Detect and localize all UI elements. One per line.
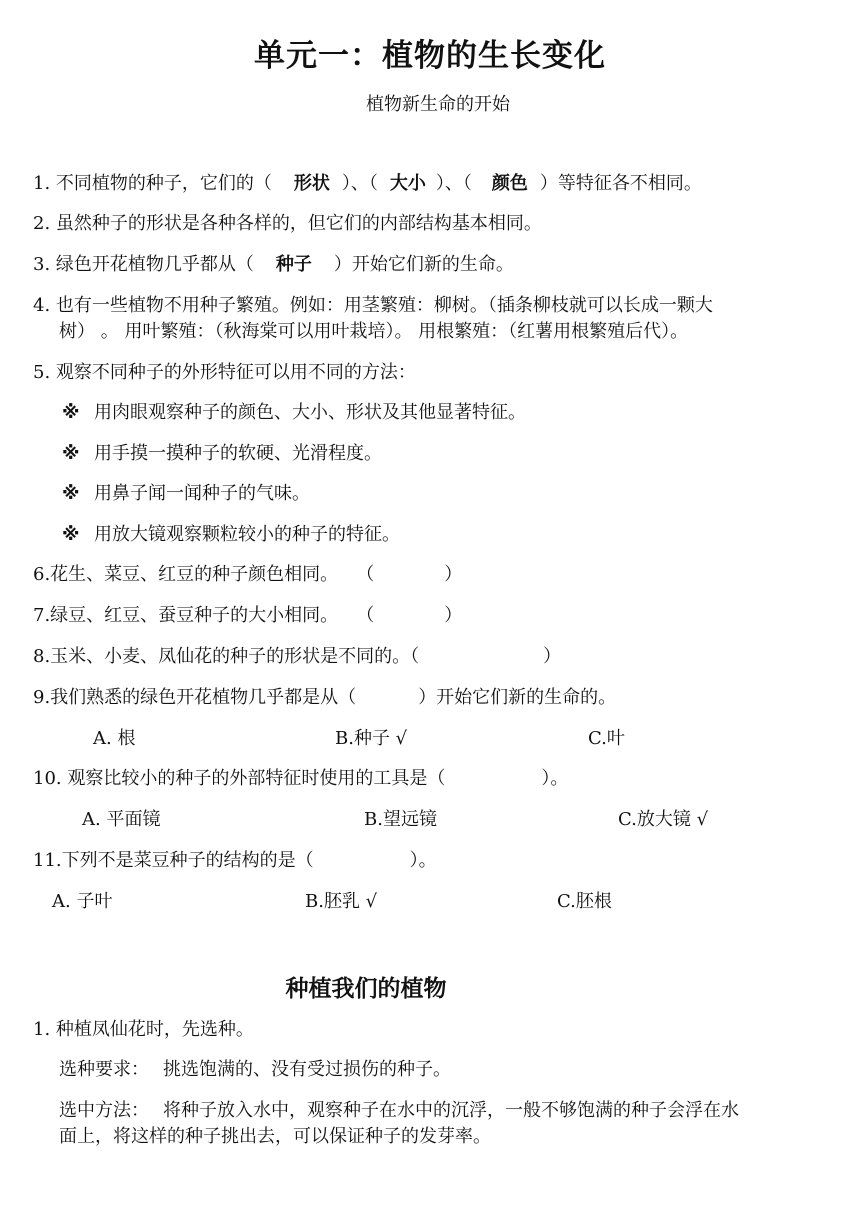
selection-method-line-1: 选中方法： 将种子放入水中，观察种子在水中的沉浮，一般不够饱满的种子会浮在水 xyxy=(59,1100,739,1121)
question-9: 9.我们熟悉的绿色开花植物几乎都是从（ ）开始它们新的生命的。 xyxy=(33,687,617,708)
bullet-item: ※ 用鼻子闻一闻种子的气味。 xyxy=(62,483,310,504)
bullet-item: ※ 用放大镜观察颗粒较小的种子的特征。 xyxy=(62,524,400,545)
reference-mark-icon: ※ xyxy=(62,483,80,504)
page-subtitle: 植物新生命的开始 xyxy=(366,94,510,115)
answer-color: 颜色 xyxy=(491,173,528,194)
answer-seed: 种子 xyxy=(275,254,312,275)
question-5: 5. 观察不同种子的外形特征可以用不同的方法： xyxy=(33,362,416,383)
bullet-item: ※ 用手摸一摸种子的软硬、光滑程度。 xyxy=(62,443,382,464)
q11-option-b: B.胚乳 √ xyxy=(305,891,378,912)
question-10: 10. 观察比较小的种子的外部特征时使用的工具是（ ）。 xyxy=(33,768,569,789)
answer-size: 大小 xyxy=(389,173,426,194)
question-8: 8.玉米、小麦、凤仙花的种子的形状是不同的。（ ） xyxy=(33,646,562,667)
section2-item-1: 1. 种植凤仙花时，先选种。 xyxy=(33,1019,254,1040)
q9-option-c: C.叶 xyxy=(588,728,625,749)
q9-option-b: B.种子 √ xyxy=(335,728,408,749)
reference-mark-icon: ※ xyxy=(62,443,80,464)
selection-requirement: 选种要求： 挑选饱满的、没有受过损伤的种子。 xyxy=(59,1059,451,1080)
reference-mark-icon: ※ xyxy=(62,402,80,423)
q10-option-a: A. 平面镜 xyxy=(82,809,161,830)
reference-mark-icon: ※ xyxy=(62,524,80,545)
question-4-line-1: 4. 也有一些植物不用种子繁殖。例如：用茎繁殖：柳树。（插条柳枝就可以长成一颗大 xyxy=(33,295,713,316)
q10-option-c: C.放大镜 √ xyxy=(618,809,709,830)
question-4-line-2: 树） 。 用叶繁殖：（秋海棠可以用叶栽培）。 用根繁殖：（红薯用根繁殖后代）。 xyxy=(59,321,689,342)
question-6: 6.花生、菜豆、红豆的种子颜色相同。 （ ） xyxy=(33,564,463,585)
question-2: 2. 虽然种子的形状是各种各样的，但它们的内部结构基本相同。 xyxy=(33,213,542,234)
question-11: 11.下列不是菜豆种子的结构的是（ ）。 xyxy=(33,850,437,871)
question-3: 3. 绿色开花植物几乎都从（ 种子 ）开始它们新的生命。 xyxy=(33,254,514,275)
q11-option-c: C.胚根 xyxy=(557,891,612,912)
page-title: 单元一：植物的生长变化 xyxy=(254,38,606,74)
question-1: 1. 不同植物的种子，它们的（ 形状 ）、（ 大小 ）、（ 颜色 ）等特征各不相同。 xyxy=(33,173,702,194)
section-title: 种植我们的植物 xyxy=(285,976,447,1002)
answer-shape: 形状 xyxy=(293,173,330,194)
bullet-item: ※ 用肉眼观察种子的颜色、大小、形状及其他显著特征。 xyxy=(62,402,526,423)
question-7: 7.绿豆、红豆、蚕豆种子的大小相同。 （ ） xyxy=(33,605,463,626)
selection-method-line-2: 面上，将这样的种子挑出去，可以保证种子的发芽率。 xyxy=(59,1126,491,1147)
q11-option-a: A. 子叶 xyxy=(52,891,113,912)
q10-option-b: B.望远镜 xyxy=(364,809,437,830)
q9-option-a: A. 根 xyxy=(93,728,136,749)
